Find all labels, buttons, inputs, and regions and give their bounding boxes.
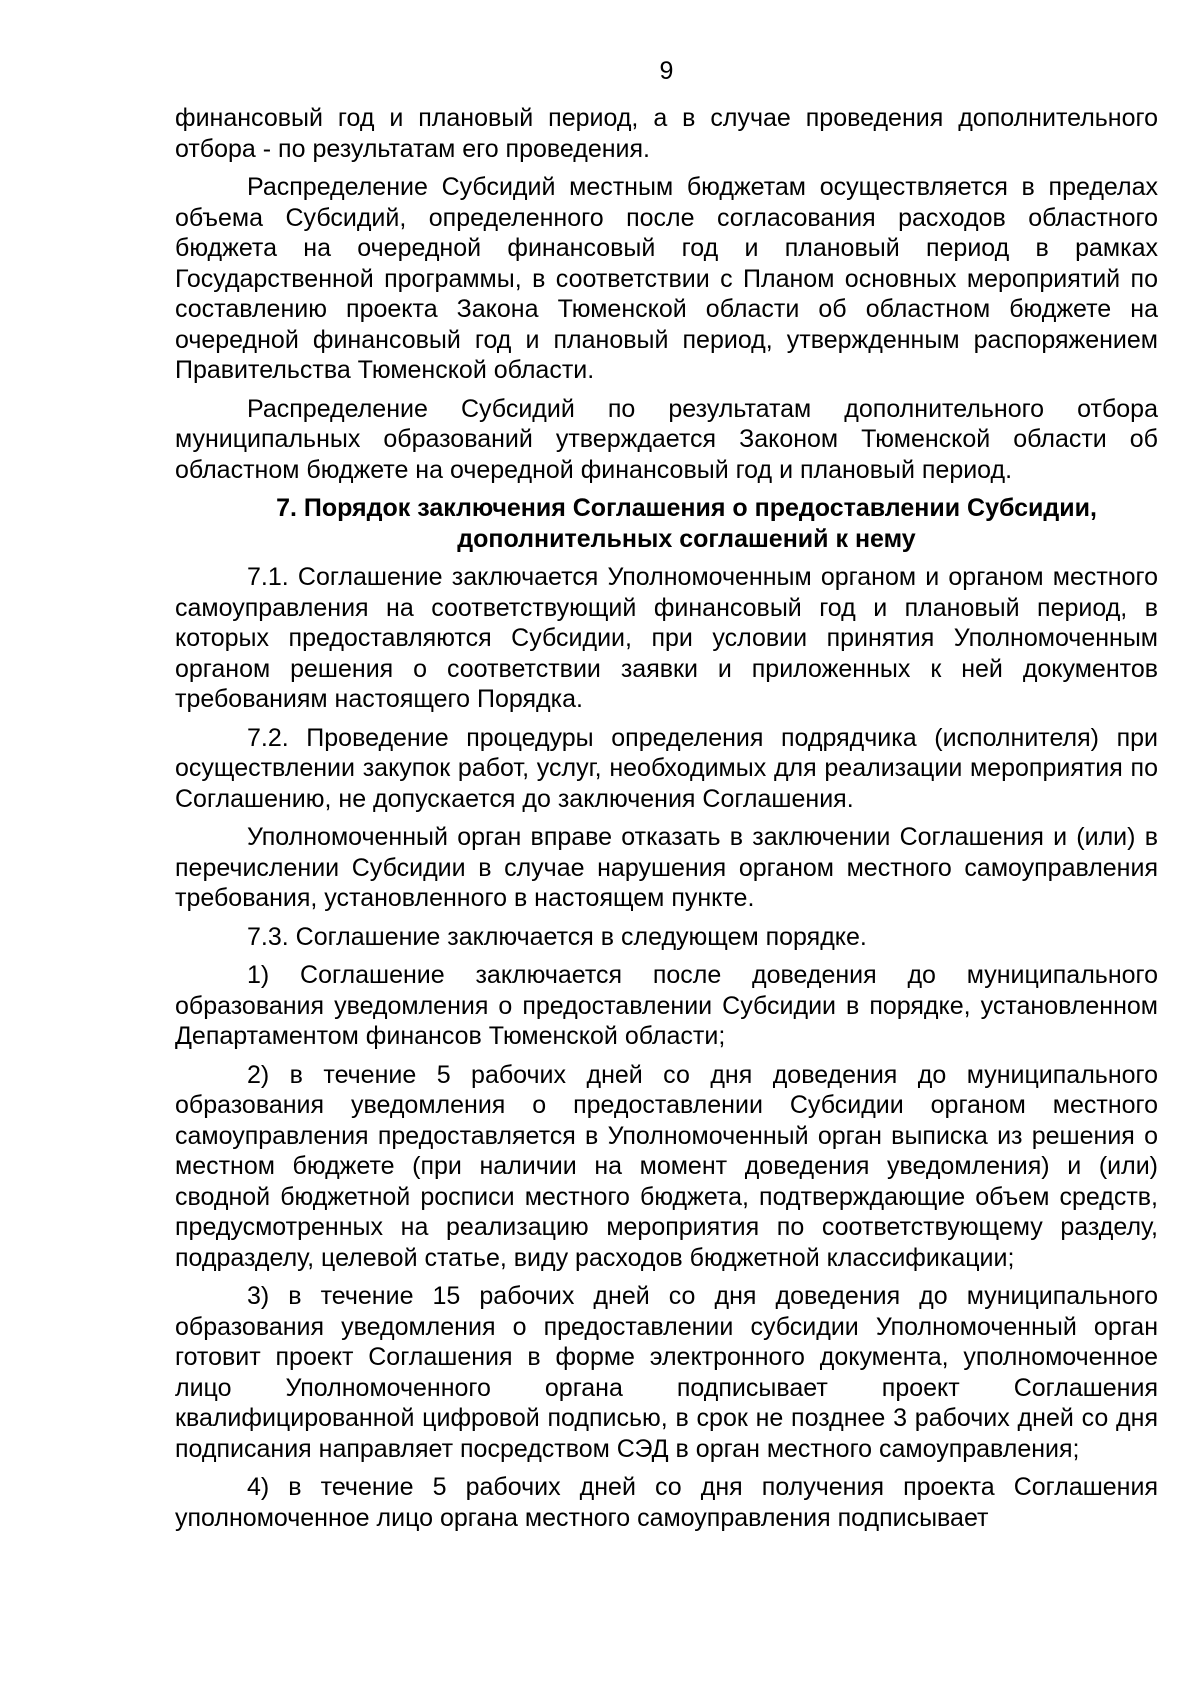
list-item-4: 4) в течение 5 рабочих дней со дня получения проекта Соглашения уполномоченное лицо органа местного самоуправления подписывает — [175, 1473, 1158, 1532]
page-number: 9 — [659, 57, 674, 85]
paragraph-7-1: 7.1. Соглашение заключается Уполномоченным органом и органом местного самоуправления на соответствующий финансовый год и плановый период, в которых предоставляются Субсидии, при условии принятия Уполномоченным органом решения о соответствии заявки и приложенных к ней документов требованиям настоящего Порядка. — [175, 563, 1158, 713]
paragraph-7-3: 7.3. Соглашение заключается в следующем порядке. — [247, 922, 867, 951]
paragraph-continuation: финансовый год и плановый период, а в случае проведения дополнительного отбора - по результатам его проведения. — [175, 104, 1158, 163]
list-item-1: 1) Соглашение заключается после доведения до муниципального образования уведомления о предоставлении Субсидии в порядке, установленном Департаментом финансов Тюменской области; — [175, 961, 1158, 1050]
paragraph-additional-selection: Распределение Субсидий по результатам дополнительного отбора муниципальных образований утверждается Законом Тюменской области об областном бюджете на очередной финансовый год и плановый период. — [175, 394, 1158, 484]
section-heading: 7. Порядок заключения Соглашения о предоставлении Субсидии, дополнительных соглашений к нему — [276, 494, 1097, 553]
list-item-3: 3) в течение 15 рабочих дней со дня доведения до муниципального образования уведомления о предоставлении субсидии Уполномоченный орган готовит проект Соглашения в форме электронного документа, уполномоченное лицо Уполномоченного органа подписывает проект Соглашения квалифицированной цифровой подписью, в срок не позднее 3 рабочих дней со дня подписания направляет посредством СЭД в орган местного самоуправления; — [175, 1282, 1158, 1463]
list-item-2: 2) в течение 5 рабочих дней со дня доведения до муниципального образования уведомления о предоставлении Субсидии органом местного самоуправления предоставляется в Уполномоченный орган выписка из решения о местном бюджете (при наличии на момент доведения уведомления) и (или) сводной бюджетной росписи местного бюджета, подтверждающие объем средств, предусмотренных на реализацию мероприятия по соответствующему разделу, подразделу, целевой статье, виду расходов бюджетной классификации; — [175, 1060, 1158, 1272]
paragraph-7-2: 7.2. Проведение процедуры определения подрядчика (исполнителя) при осуществлении закупок работ, услуг, необходимых для реализации мероприятия по Соглашению, не допускается до заключения Соглашения. — [175, 723, 1158, 813]
document-page — [175, 56, 1158, 1541]
paragraph-subsidy-distribution: Распределение Субсидий местным бюджетам осуществляется в пределах объема Субсидий, определенного после согласования расходов областного бюджета на очередной финансовый год и плановый период в рамках Государственной программы, в соответствии с Планом основных мероприятий по составлению проекта Закона Тюменской области об областном бюджете на очередной финансовый год и плановый период, утвержденным распоряжением Правительства Тюменской области. — [175, 173, 1158, 384]
paragraph-refusal: Уполномоченный орган вправе отказать в заключении Соглашения и (или) в перечислении Субсидии в случае нарушения органом местного самоуправления требования, установленного в настоящем пункте. — [175, 823, 1158, 912]
